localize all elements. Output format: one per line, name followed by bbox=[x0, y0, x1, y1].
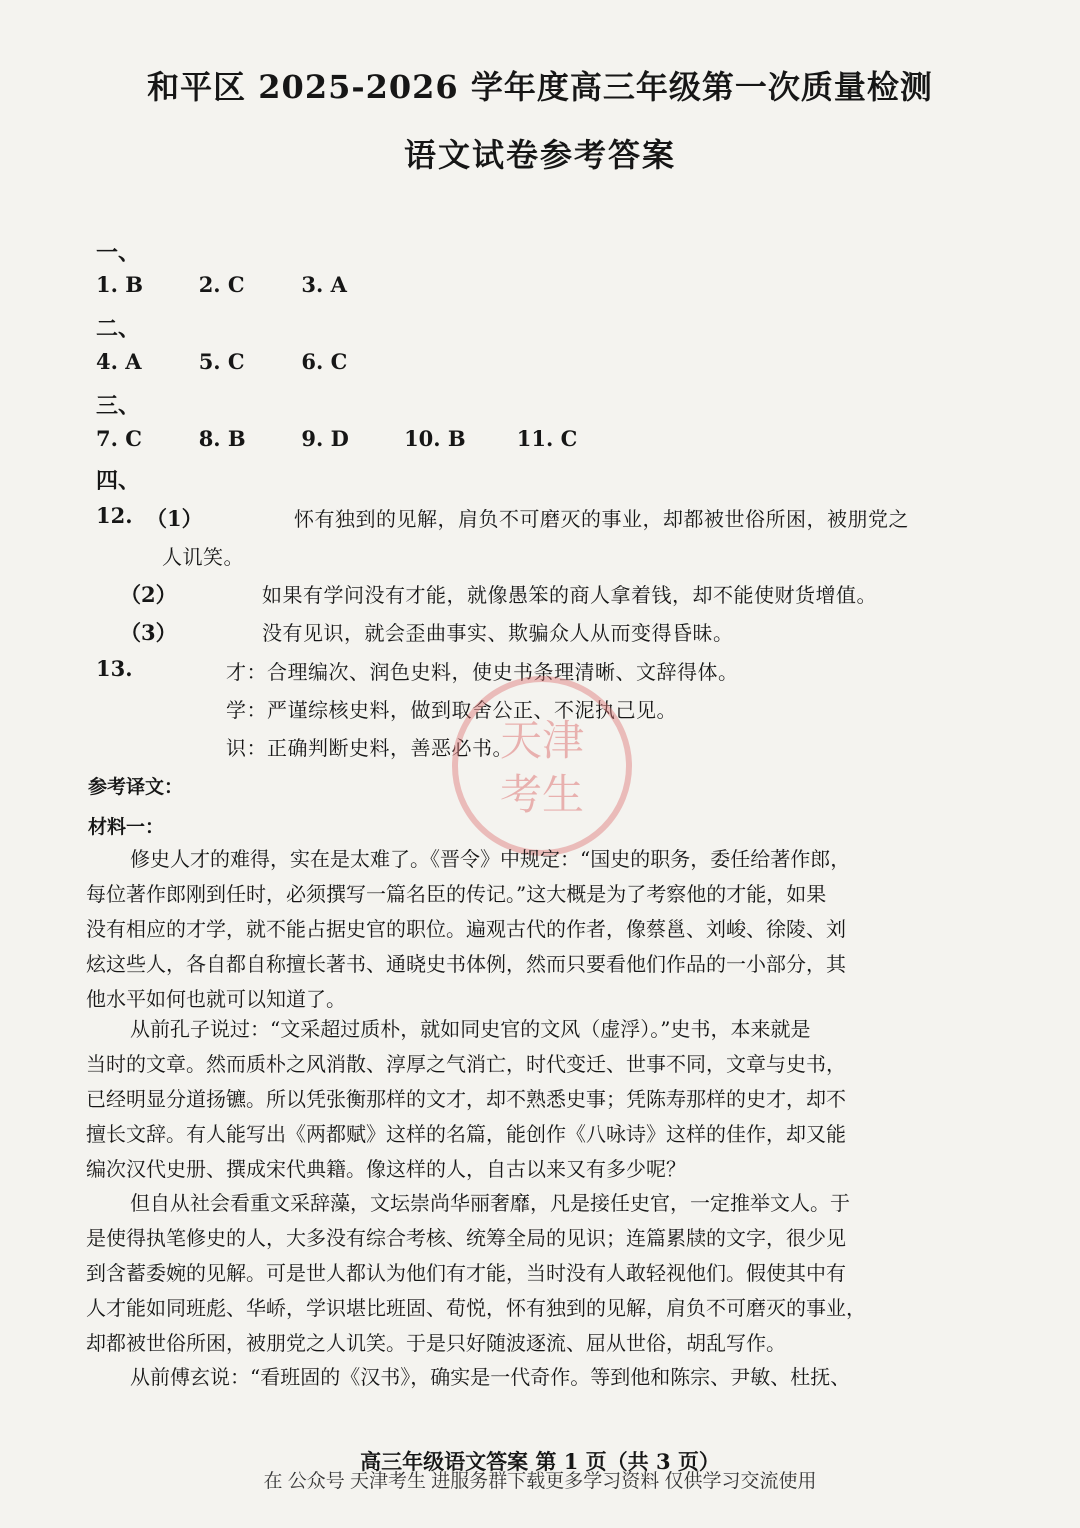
answer-2: 2. C bbox=[198, 272, 245, 297]
q12-part2-text: 如果有学问没有才能，就像愚笨的商人拿着钱，却不能使财货增值。 bbox=[262, 583, 877, 607]
translation-paragraph-3 bbox=[86, 1186, 986, 1361]
answer-11: 11. C bbox=[516, 426, 578, 451]
answer-4: 4. A bbox=[96, 349, 142, 374]
section-3-answers bbox=[96, 426, 577, 451]
q12-part3-text: 没有见识，就会歪曲事实、欺骗众人从而变得昏昧。 bbox=[262, 621, 734, 645]
answer-6: 6. C bbox=[301, 349, 348, 374]
watermark-stamp-text: 天津 考生 bbox=[499, 716, 584, 819]
section-2-label: 二、 bbox=[96, 316, 141, 342]
q12-part1-line1: 怀有独到的见解，肩负不可磨灭的事业，却都被世俗所困，被朋党之 bbox=[294, 507, 909, 531]
q12-part1-label: （1） bbox=[146, 506, 203, 531]
paragraph-line: 他水平如何也就可以知道了。 bbox=[86, 987, 346, 1011]
paragraph-line: 每位著作郎刚到任时，必须撰写一篇名臣的传记。”这大概是为了考察他的才能，如果 bbox=[86, 882, 827, 906]
paragraph-line: 到含蓄委婉的见解。可是世人都认为他们有才能，当时没有人敢轻视他们。假使其中有 bbox=[86, 1261, 846, 1285]
answer-3: 3. A bbox=[301, 272, 347, 297]
section-2-answers bbox=[96, 349, 347, 374]
paragraph-line: 当时的文章。然而质朴之风消散、淳厚之气消亡，时代变迁、世事不同，文章与史书， bbox=[86, 1052, 846, 1076]
section-4-label: 四、 bbox=[96, 468, 141, 494]
translation-heading: 参考译文： bbox=[88, 776, 184, 798]
answer-7: 7. C bbox=[96, 426, 142, 451]
translation-paragraph-4 bbox=[86, 1360, 986, 1395]
material-label: 材料一： bbox=[88, 816, 165, 838]
paragraph-line: 从前孔子说过：“文采超过质朴，就如同史官的文风（虚浮）。”史书，本来就是 bbox=[130, 1017, 811, 1041]
paragraph-line: 从前傅玄说：“看班固的《汉书》，确实是一代奇作。等到他和陈宗、尹敏、杜抚、 bbox=[130, 1365, 851, 1389]
paragraph-line: 却都被世俗所困，被朋党之人讥笑。于是只好随波逐流、屈从世俗，胡乱写作。 bbox=[86, 1331, 786, 1355]
page-footer: 高三年级语文答案 第 1 页（共 3 页） bbox=[360, 1449, 720, 1474]
page-title: 和平区 2025-2026 学年度高三年级第一次质量检测 bbox=[147, 68, 933, 106]
q13-xue: 学：严谨综核史料，做到取舍公正、不泥执己见。 bbox=[226, 698, 677, 722]
paragraph-line: 但自从社会看重文采辞藻，文坛崇尚华丽奢靡，凡是接任史官，一定推举文人。于 bbox=[130, 1191, 850, 1215]
answer-5: 5. C bbox=[198, 349, 245, 374]
paragraph-line: 炫这些人，各自都自称擅长著书、通晓史书体例，然而只要看他们作品的一小部分，其 bbox=[86, 952, 846, 976]
paragraph-line: 修史人才的难得，实在是太难了。《晋令》中规定：“国史的职务，委任给著作郎， bbox=[130, 847, 851, 871]
answer-8: 8. B bbox=[198, 426, 246, 451]
q12-part2-label: （2） bbox=[120, 582, 177, 607]
watermark-stamp bbox=[452, 676, 632, 856]
section-3-label: 三、 bbox=[96, 393, 141, 419]
q12-number: 12. bbox=[96, 503, 133, 528]
q12-part3-label: （3） bbox=[120, 620, 177, 645]
page-subtitle: 语文试卷参考答案 bbox=[403, 136, 676, 174]
paragraph-line: 人才能如同班彪、华峤，学识堪比班固、荀悦，怀有独到的见解，肩负不可磨灭的事业， bbox=[86, 1296, 866, 1320]
paragraph-line: 是使得执笔修史的人，大多没有综合考核、统筹全局的见识；连篇累牍的文字，很少见 bbox=[86, 1226, 846, 1250]
answer-10: 10. B bbox=[404, 426, 466, 451]
translation-paragraph-1 bbox=[86, 842, 986, 1017]
paragraph-line: 编次汉代史册、撰成宋代典籍。像这样的人，自古以来又有多少呢？ bbox=[86, 1157, 686, 1181]
translation-paragraph-2 bbox=[86, 1012, 986, 1187]
source-notice: 在 公众号 天津考生 进服务群下载更多学习资料 仅供学习交流使用 bbox=[263, 1471, 817, 1492]
q12-part1-line2: 人讥笑。 bbox=[162, 545, 244, 569]
paragraph-line: 已经明显分道扬镳。所以凭张衡那样的文才，却不熟悉史事；凭陈寿那样的史才，却不 bbox=[86, 1087, 846, 1111]
q13-shi: 识：正确判断史料，善恶必书。 bbox=[226, 736, 513, 760]
answer-9: 9. D bbox=[301, 426, 349, 451]
section-1-label: 一、 bbox=[96, 240, 141, 266]
paragraph-line: 没有相应的才学，就不能占据史官的职位。遍观古代的作者，像蔡邕、刘峻、徐陵、刘 bbox=[86, 917, 846, 941]
section-1-answers bbox=[96, 272, 347, 297]
q13-cai: 才：合理编次、润色史料，使史书条理清晰、文辞得体。 bbox=[226, 660, 739, 684]
paragraph-line: 擅长文辞。有人能写出《两都赋》这样的名篇，能创作《八咏诗》这样的佳作，却又能 bbox=[86, 1122, 846, 1146]
q13-number: 13. bbox=[96, 656, 133, 681]
answer-1: 1. B bbox=[96, 272, 143, 297]
